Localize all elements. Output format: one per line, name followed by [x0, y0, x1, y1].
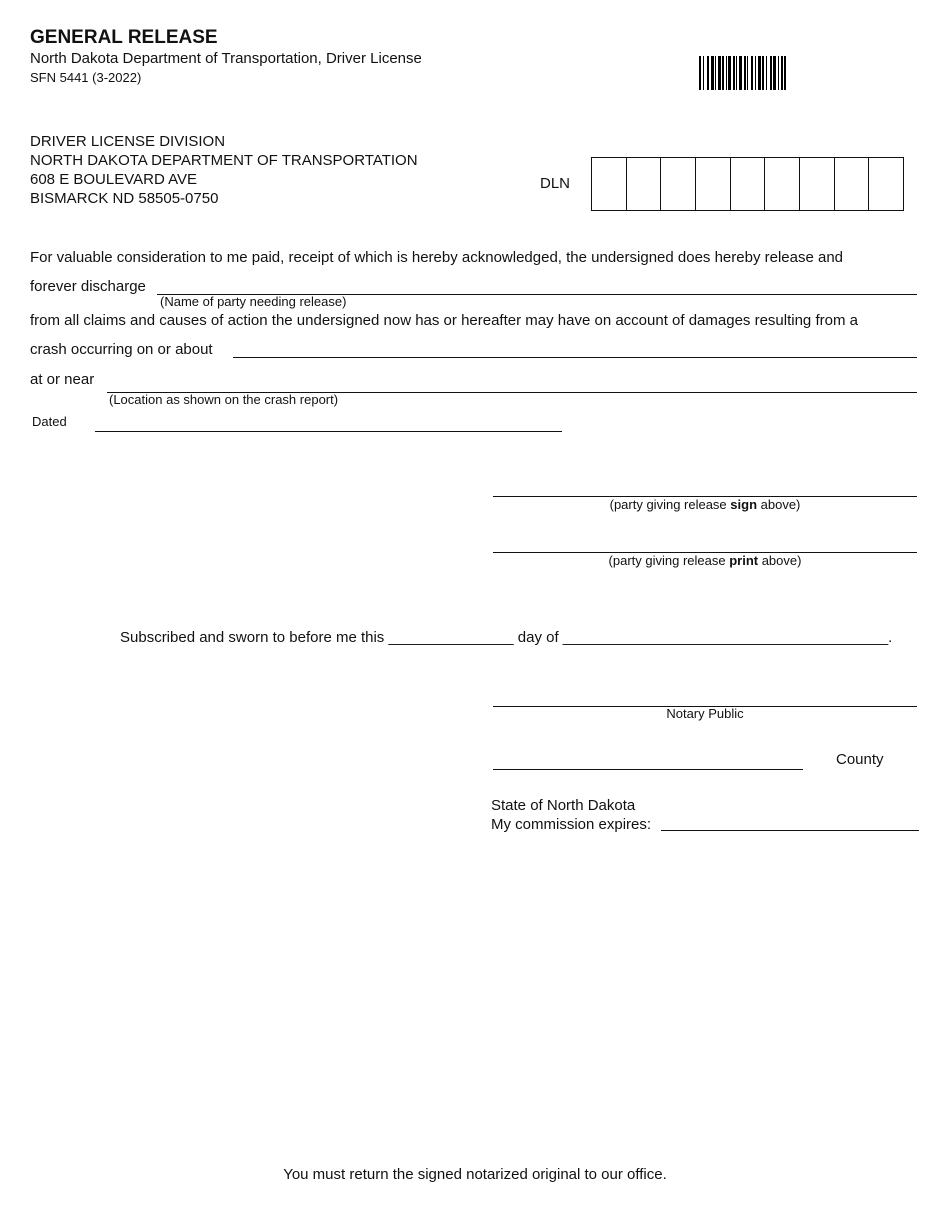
dln-digit-box[interactable] [627, 158, 662, 210]
sign-caption: (party giving release sign above) [609, 497, 801, 512]
party-name-field[interactable] [157, 274, 917, 294]
form-title: GENERAL RELEASE [30, 27, 218, 48]
dln-digit-box[interactable] [731, 158, 766, 210]
crash-date-line [233, 357, 917, 358]
dln-digit-box[interactable] [661, 158, 696, 210]
agency-name: North Dakota Department of Transportation, Driver License [30, 50, 422, 67]
crash-date-label: crash occurring on or about [30, 341, 213, 358]
notary-public-label: Notary Public [666, 706, 744, 721]
location-caption: (Location as shown on the crash report) [109, 392, 339, 407]
print-name-field[interactable] [493, 532, 917, 552]
state-label: State of North Dakota [491, 797, 636, 814]
at-or-near-label: at or near [30, 371, 95, 388]
dln-label: DLN [540, 175, 571, 192]
dln-digit-box[interactable] [592, 158, 627, 210]
dln-digit-box[interactable] [869, 158, 903, 210]
location-field[interactable] [107, 372, 917, 392]
dln-digit-box[interactable] [696, 158, 731, 210]
commission-label: My commission expires: [491, 816, 652, 833]
return-instruction: You must return the signed notarized original to our office. [283, 1166, 667, 1183]
claims-text: from all claims and causes of action the undersigned now has or hereafter may have on account of damages resulting from a [30, 312, 858, 329]
dln-digit-box[interactable] [835, 158, 870, 210]
party-name-caption: (Name of party needing release) [160, 294, 347, 309]
form-number: SFN 5441 (3-2022) [30, 70, 142, 85]
county-label: County [836, 751, 884, 768]
county-field[interactable] [493, 749, 803, 769]
address-line-3: 608 E BOULEVARD AVE [30, 171, 198, 188]
sworn-statement: Subscribed and sworn to before me this _______________ day of _______________________________________. [120, 629, 893, 646]
forever-discharge-label: forever discharge [30, 278, 146, 295]
commission-expires-field[interactable] [661, 812, 919, 832]
dated-label: Dated [32, 414, 67, 429]
barcode-icon [699, 56, 841, 90]
dln-digit-box[interactable] [765, 158, 800, 210]
address-line-1: DRIVER LICENSE DIVISION [30, 133, 226, 150]
dated-line [95, 431, 562, 432]
county-line [493, 769, 803, 770]
print-caption: (party giving release print above) [608, 553, 802, 568]
dln-digit-box[interactable] [800, 158, 835, 210]
notary-signature-field[interactable] [493, 686, 917, 706]
address-line-4: BISMARCK ND 58505-0750 [30, 190, 219, 207]
release-intro-text: For valuable consideration to me paid, receipt of which is hereby acknowledged, the undersigned does hereby release and [30, 249, 844, 266]
crash-date-field[interactable] [233, 337, 917, 357]
dln-input-boxes[interactable] [591, 157, 904, 211]
signature-field[interactable] [493, 476, 917, 496]
dated-field[interactable] [95, 411, 562, 431]
address-line-2: NORTH DAKOTA DEPARTMENT OF TRANSPORTATION [30, 152, 418, 169]
